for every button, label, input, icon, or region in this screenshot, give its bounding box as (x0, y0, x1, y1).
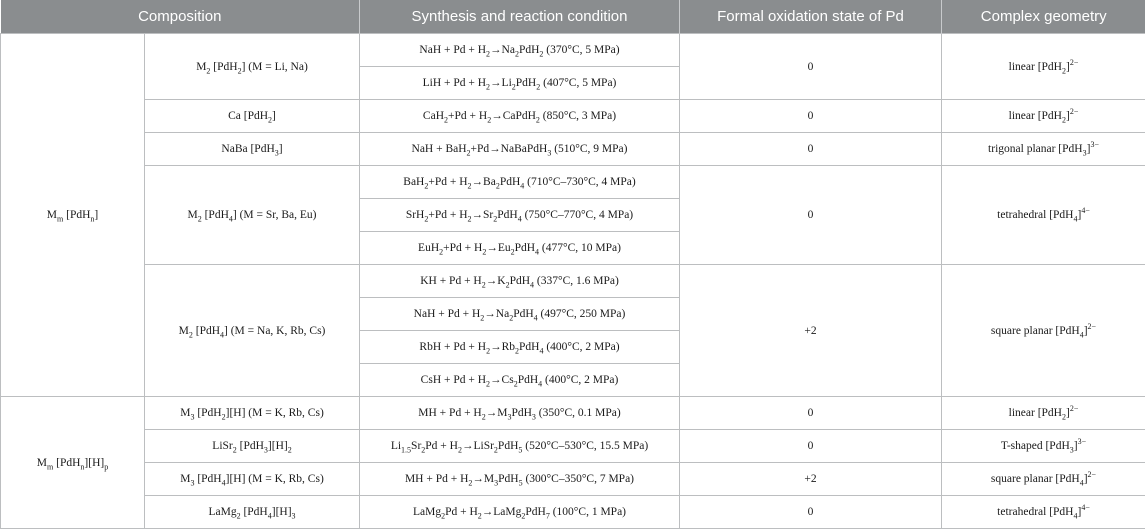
reaction-cell: $CaH_2+Pd + H_2\to CaPdH_2$ (850°C, 3 MPa) (360, 100, 680, 133)
compound-cell: $M_2$ [PdH$_4$] (M = Sr, Ba, Eu) (145, 166, 360, 265)
family-cell: $M_m$ [PdH$_n$] (1, 34, 145, 397)
geometry-cell: linear $[PdH_2]^{2-}$ (942, 100, 1145, 133)
reaction-cell: $SrH_2+Pd + H_2\to Sr_2PdH_4$ (750°C–770°C, 4 MPa) (360, 199, 680, 232)
table-header (1, 0, 1145, 34)
oxidation-cell: 0 (680, 133, 942, 166)
header-synthesis: Synthesis and reaction condition (360, 0, 680, 34)
oxidation-cell: 0 (680, 397, 942, 430)
reaction-cell: NaH + $Pd + H_2\to Na_2PdH_4$ (497°C, 250 MPa) (360, 298, 680, 331)
geometry-cell: T-shaped $[PdH_3]^{3-}$ (942, 430, 1145, 463)
table-row (1, 496, 1145, 529)
compound-cell: $M_2$ [PdH$_2$] (M = Li, Na) (145, 34, 360, 100)
compound-cell: NaBa [PdH$_3$] (145, 133, 360, 166)
oxidation-cell: 0 (680, 166, 942, 265)
family-cell: $M_m$ $[PdH_n][H]_p$ (1, 397, 145, 529)
table-row (1, 166, 1145, 199)
oxidation-cell: 0 (680, 100, 942, 133)
geometry-cell: square planar $[PdH_4]^{2-}$ (942, 463, 1145, 496)
geometry-cell: linear $[PdH_2]^{2-}$ (942, 397, 1145, 430)
header-oxidation-state: Formal oxidation state of Pd (680, 0, 942, 34)
compound-cell: LaMg$_2$ $[PdH_4][H]_3$ (145, 496, 360, 529)
reaction-cell: RbH + $Pd + H_2\to Rb_2PdH_4$ (400°C, 2 MPa) (360, 331, 680, 364)
compound-cell: $M_3$ [PdH$_2$][H] (M = K, Rb, Cs) (145, 397, 360, 430)
reaction-cell: NaH + BaH$_2$+Pd→NaBaPdH$_3$ (510°C, 9 MPa) (360, 133, 680, 166)
geometry-cell: trigonal planar $[PdH_3]^{3-}$ (942, 133, 1145, 166)
header-geometry: Complex geometry (942, 0, 1145, 34)
header-composition: Composition (1, 0, 360, 34)
reaction-cell: $BaH_2+Pd + H_2\to Ba_2PdH_4$ (710°C–730°C, 4 MPa) (360, 166, 680, 199)
table-row (1, 133, 1145, 166)
compound-cell: LiSr$_2$ $[PdH_3][H]_2$ (145, 430, 360, 463)
reaction-cell: NaH + $Pd + H_2\to Na_2PdH_2$ (370°C, 5 MPa) (360, 34, 680, 67)
compound-cell: Ca [PdH$_2$] (145, 100, 360, 133)
reaction-cell: KH + $Pd + H_2\to K_2PdH_4$ (337°C, 1.6 MPa) (360, 265, 680, 298)
geometry-cell: square planar $[PdH_4]^{2-}$ (942, 265, 1145, 397)
reaction-cell: $EuH_2+Pd + H_2\to Eu_2PdH_4$ (477°C, 10 MPa) (360, 232, 680, 265)
compound-cell: $M_2$ [PdH$_4$] (M = Na, K, Rb, Cs) (145, 265, 360, 397)
reaction-cell: LaMg$_2$Pd + $H_2\to LaMg_2PdH_7$ (100°C, 1 MPa) (360, 496, 680, 529)
geometry-cell: linear $[PdH_2]^{2-}$ (942, 34, 1145, 100)
geometry-cell: tetrahedral $[PdH_4]^{4-}$ (942, 496, 1145, 529)
table-row (1, 430, 1145, 463)
oxidation-cell: 0 (680, 496, 942, 529)
geometry-cell: tetrahedral $[PdH_4]^{4-}$ (942, 166, 1145, 265)
oxidation-cell: 0 (680, 34, 942, 100)
table-row (1, 34, 1145, 67)
reaction-cell: MH + $Pd + H_2\to M_3PdH_5$ (300°C–350°C, 7 MPa) (360, 463, 680, 496)
table-row (1, 265, 1145, 298)
table-row (1, 463, 1145, 496)
reaction-cell: CsH + $Pd + H_2\to Cs_2PdH_4$ (400°C, 2 MPa) (360, 364, 680, 397)
table-row (1, 397, 1145, 430)
oxidation-cell: +2 (680, 463, 942, 496)
header-row (1, 0, 1145, 34)
compound-cell: $M_3$ [PdH$_4$][H] (M = K, Rb, Cs) (145, 463, 360, 496)
table-row (1, 100, 1145, 133)
reaction-cell: LiH + $Pd + H_2\to Li_2PdH_2$ (407°C, 5 MPa) (360, 67, 680, 100)
oxidation-cell: +2 (680, 265, 942, 397)
oxidation-cell: 0 (680, 430, 942, 463)
table-body (1, 34, 1145, 529)
reaction-cell: MH + $Pd + H_2\to M_3PdH_3$ (350°C, 0.1 MPa) (360, 397, 680, 430)
reaction-cell: $Li_{1.5}Sr_2Pd$ + $H_2\to LiSr_2PdH_5$ (520°C–530°C, 15.5 MPa) (360, 430, 680, 463)
